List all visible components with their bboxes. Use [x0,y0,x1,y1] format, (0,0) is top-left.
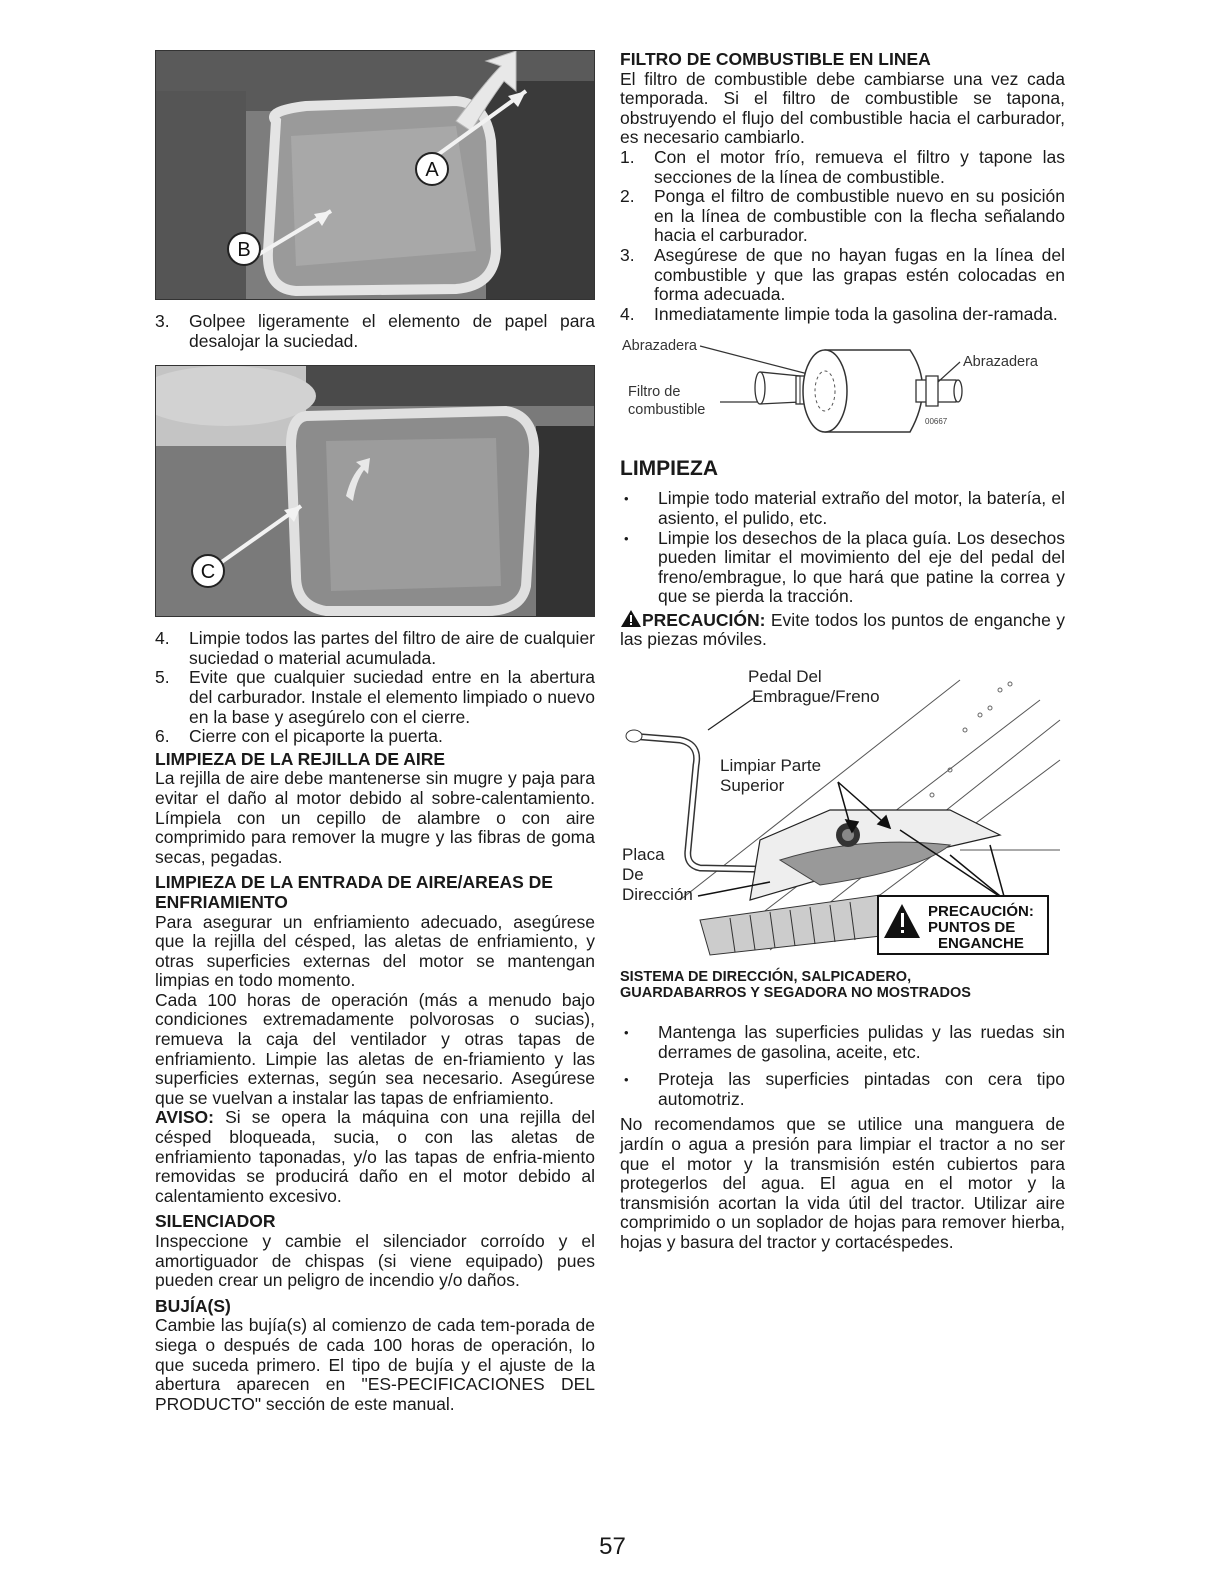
pedal-diagram [620,660,1065,965]
right-column [620,50,1065,1253]
air-filter-photo-1 [155,50,595,300]
limpieza-caution: PRECAUCIÓN: Evite todos los puntos de enganche y las piezas móviles. [620,609,1065,650]
silenciador-heading: SILENCIADOR [155,1211,276,1232]
silenciador-text: Inspeccione y cambie el silenciador corroído y el amortiguador de chispas (si viene equipado) pues pueden crear un peligro de incendio y/o daños. [155,1231,595,1291]
bujia-heading: BUJÍA(S) [155,1295,231,1316]
aviso-label: AVISO: [155,1107,214,1128]
filtro-heading: FILTRO DE COMBUSTIBLE EN LINEA [620,49,931,69]
limpieza-bullets [620,489,1065,607]
filtro-step-2: 2. Ponga el filtro de combustible nuevo en su posición en la línea de combustible con la flecha señalando hacia el carburador. [620,186,1065,246]
svg-text:A: A [425,159,439,181]
diagram-caption-line-2: GUARDABARROS Y SEGADORA NO MOSTRADOS [620,985,971,1002]
svg-text:Pedal Del: Pedal Del [748,667,822,687]
care-bullet-2: • Proteja las superficies pintadas con cera tipo automotriz. [620,1070,1065,1109]
rejilla-text: La rejilla de aire debe mantenerse sin mugre y paja para evitar el daño al motor debido al sobre-calentamiento. Límpiela con un cepillo de alambre o con aire comprimido para remover la mugre y las fibras de goma secas, pegadas. [155,768,595,867]
svg-text:Abrazadera: Abrazadera [622,338,697,355]
filtro-text: El filtro de combustible debe cambiarse una vez cada temporada. Si el filtro de combustible se tapona, obstruyendo el flujo del combustible hacia el carburador, es necesario cambiarlo. [620,68,1065,148]
limpieza-heading: LIMPIEZA [620,457,718,481]
step-4: 4. Limpie todos las partes del filtro de aire de cualquier suciedad o material acumulada. [155,628,595,668]
svg-text:Embrague/Freno: Embrague/Freno [752,687,880,707]
svg-text:combustible: combustible [628,402,706,419]
svg-text:Abrazadera: Abrazadera [963,354,1038,371]
filtro-step-1: 1. Con el motor frío, remueva el filtro y tapone las secciones de la línea de combustible. [620,146,1065,187]
svg-text:Dirección: Dirección [622,885,693,905]
bujia-text: Cambie las bujía(s) al comienzo de cada tem-porada de siega o después de cada 100 horas de operación, lo que suceda primero. El tipo de bujía y el ajuste de la abertura aparecen en "ES-PECIFICACIONES DEL PRODUCTO" sección de este manual. [155,1315,595,1414]
svg-text:Placa: Placa [622,845,665,865]
warning-icon [620,609,642,628]
limpieza-bullet-2: • Limpie los desechos de la placa guía. Los desechos pueden limitar el movimiento del eje del pedal del freno/embrague, lo que hará que patine la correa y que se pierda la tracción. [620,529,1065,607]
aviso-text: Si se opera la máquina con una rejilla del césped bloqueada, sucia, o con las aletas de enfriamiento taponadas, y/o las tapas de enfria-miento removidas se producirá daño en el motor debido al calentamiento excesivo. [155,1107,595,1206]
svg-text:C: C [200,561,216,584]
filtro-steps [620,148,1065,324]
svg-text:PUNTOS DE: PUNTOS DE [928,919,1016,937]
svg-text:Limpiar Parte: Limpiar Parte [720,756,822,776]
svg-text:00667: 00667 [925,417,948,427]
svg-text:PRECAUCIÓN:: PRECAUCIÓN: [928,903,1034,921]
page-number: 57 [599,1533,626,1560]
pinch-point-warning-badge [878,896,1048,954]
air-filter-photo-2 [155,365,595,617]
entrada-text-2: Cada 100 horas de operación (más a menudo bajo condiciones extremadamente polvorosas o sucias), remueva la caja del ventilador y otras tapas de enfriamiento. Limpie las aletas de en-friamiento y las superficies externas, según sea necesario. Asegúrese que se vuelvan a instalar las tapas de enfriamiento. [155,989,595,1108]
step-5: 5. Evite que cualquier suciedad entre en la abertura del carburador. Instale el elemento limpiado o nuevo en la base y asegúrelo con el cierre. [155,667,595,727]
fuel-filter-diagram [620,332,1065,447]
filtro-step-3: 3. Asegúrese de que no hayan fugas en la línea del combustible y que las grapas estén colocadas en forma adecuada. [620,244,1065,305]
svg-text:Filtro de: Filtro de [628,384,681,401]
svg-text:Superior: Superior [720,776,785,796]
left-column [155,50,595,1414]
entrada-heading: LIMPIEZA DE LA ENTRADA DE AIRE/AREAS DE ENFRIAMIENTO [155,872,553,912]
rejilla-heading: LIMPIEZA DE LA REJILLA DE AIRE [155,748,446,769]
step-3: 3. Golpee ligeramente el elemento de papel para desalojar la suciedad. [155,311,595,351]
final-paragraph: No recomendamos que se utilice una manguera de jardín o agua a presión para limpiar el tractor a no ser que el motor y la transmisión estén cubiertos para protegerlos del agua. El agua en el motor y la transmisión acortan la vida útil del tractor. Utilizar aire comprimido o un soplador de hojas para remover hierba, hojas y basura del tractor y cortacéspedes. [620,1114,1065,1252]
entrada-text-1: Para asegurar un enfriamiento adecuado, asegúrese que la rejilla del césped, las aletas de enfriamiento, y otras superficies externas del motor se mantengan limpias en todo momento. [155,911,595,991]
diagram-caption-line-1: SISTEMA DE DIRECCIÓN, SALPICADERO, [620,969,912,986]
steps-list-b [155,629,595,747]
limpieza-bullet-1: • Limpie todo material extraño del motor, la batería, el asiento, el pulido, etc. [620,489,1065,528]
steps-list-a [155,312,595,351]
svg-text:ENGANCHE: ENGANCHE [938,935,1024,953]
care-bullets [620,1023,1065,1109]
svg-text:De: De [622,865,644,885]
svg-text:B: B [237,239,251,261]
care-bullet-1: • Mantenga las superficies pulidas y las ruedas sin derrames de gasolina, aceite, etc. [620,1023,1065,1062]
filtro-step-4: 4. Inmediatamente limpie toda la gasolina der-ramada. [620,303,1058,324]
aviso-paragraph [155,1108,595,1206]
step-6: 6. Cierre con el picaporte la puerta. [155,726,443,747]
